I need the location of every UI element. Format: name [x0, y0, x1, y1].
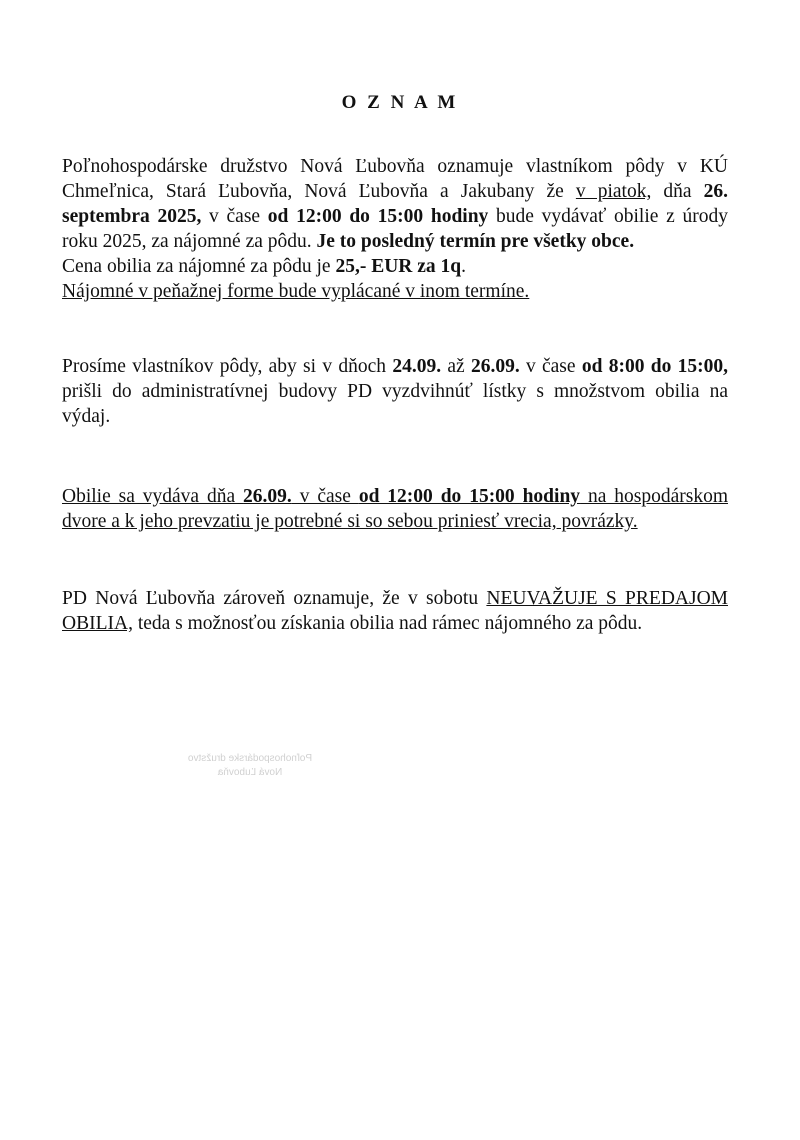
text-date-bold: 26. septembra 2025,: [62, 181, 729, 227]
text-span: prišli do administratívnej budovy PD vyzdvihnúť lístky s množstvom obilia na výdaj.: [62, 381, 728, 427]
text-span: Poľnohospodárske družstvo Nová Ľubovňa oznamuje vlastníkom pôdy v KÚ Chmeľnica, Stará Ľubovňa, Nová Ľubovňa a Jakubany že: [62, 156, 728, 202]
text-date-bold: 26.09.: [470, 356, 520, 377]
text-price-bold: 25,- EUR za 1q: [335, 256, 462, 277]
text-underlined: v piatok,: [575, 181, 652, 202]
price-line: [62, 254, 728, 279]
text-span: dňa: [651, 181, 704, 202]
faint-stamp: [150, 752, 350, 832]
text-span: v čase: [291, 486, 359, 507]
paragraph-saturday: [62, 586, 728, 636]
text-span: Prosíme vlastníkov pôdy, aby si v dňoch: [62, 356, 393, 377]
text-span: PD Nová Ľubovňa zároveň oznamuje, že v sobotu: [62, 588, 487, 609]
stamp-line: Nová Ľubovňa: [217, 767, 283, 778]
text-time-bold: od 12:00 do 15:00 hodiny: [267, 206, 489, 227]
text-span: .: [461, 256, 466, 277]
text-date-bold: 24.09.: [392, 356, 442, 377]
stamp-line: Poľnohospodárske družstvo: [187, 753, 313, 764]
text-span: na hospodárskom dvore a k jeho prevzatiu je potrebné si so sebou priniesť vrecia, povrázky.: [62, 486, 728, 532]
text-last-term-bold: Je to posledný termín pre všetky obce.: [316, 231, 635, 252]
text-span: až: [441, 356, 471, 377]
text-span: v čase: [519, 356, 582, 377]
paragraph-distribution: [62, 484, 728, 534]
tickets-text: [62, 354, 728, 429]
text-span: bude vydávať obilie z úrody roku 2025, za nájomné za pôdu.: [62, 206, 729, 252]
announcement-text: [62, 154, 728, 254]
document-title: O Z N A M: [341, 92, 459, 113]
text-span: Cena obilia za nájomné za pôdu je: [62, 256, 336, 277]
text-time-bold: od 8:00 do 15:00,: [581, 356, 728, 377]
text-underlined: NEUVAŽUJE S PREDAJOM OBILIA,: [62, 588, 728, 634]
money-payment-line: [62, 279, 728, 304]
text-date-bold: 26.09.: [243, 486, 292, 507]
saturday-text: [62, 586, 728, 636]
distribution-text: [62, 484, 728, 534]
text-span: v čase: [201, 206, 268, 227]
paragraph-announcement: [62, 154, 728, 304]
text-span: Obilie sa vydáva dňa: [62, 486, 244, 507]
text-underlined: Nájomné v peňažnej forme bude vyplácané v inom termíne.: [62, 281, 530, 302]
text-span: teda s možnosťou získania obilia nad rámec nájomného za pôdu.: [132, 613, 643, 634]
text-time-bold: od 12:00 do 15:00 hodiny: [358, 486, 581, 507]
paragraph-tickets: [62, 354, 728, 429]
